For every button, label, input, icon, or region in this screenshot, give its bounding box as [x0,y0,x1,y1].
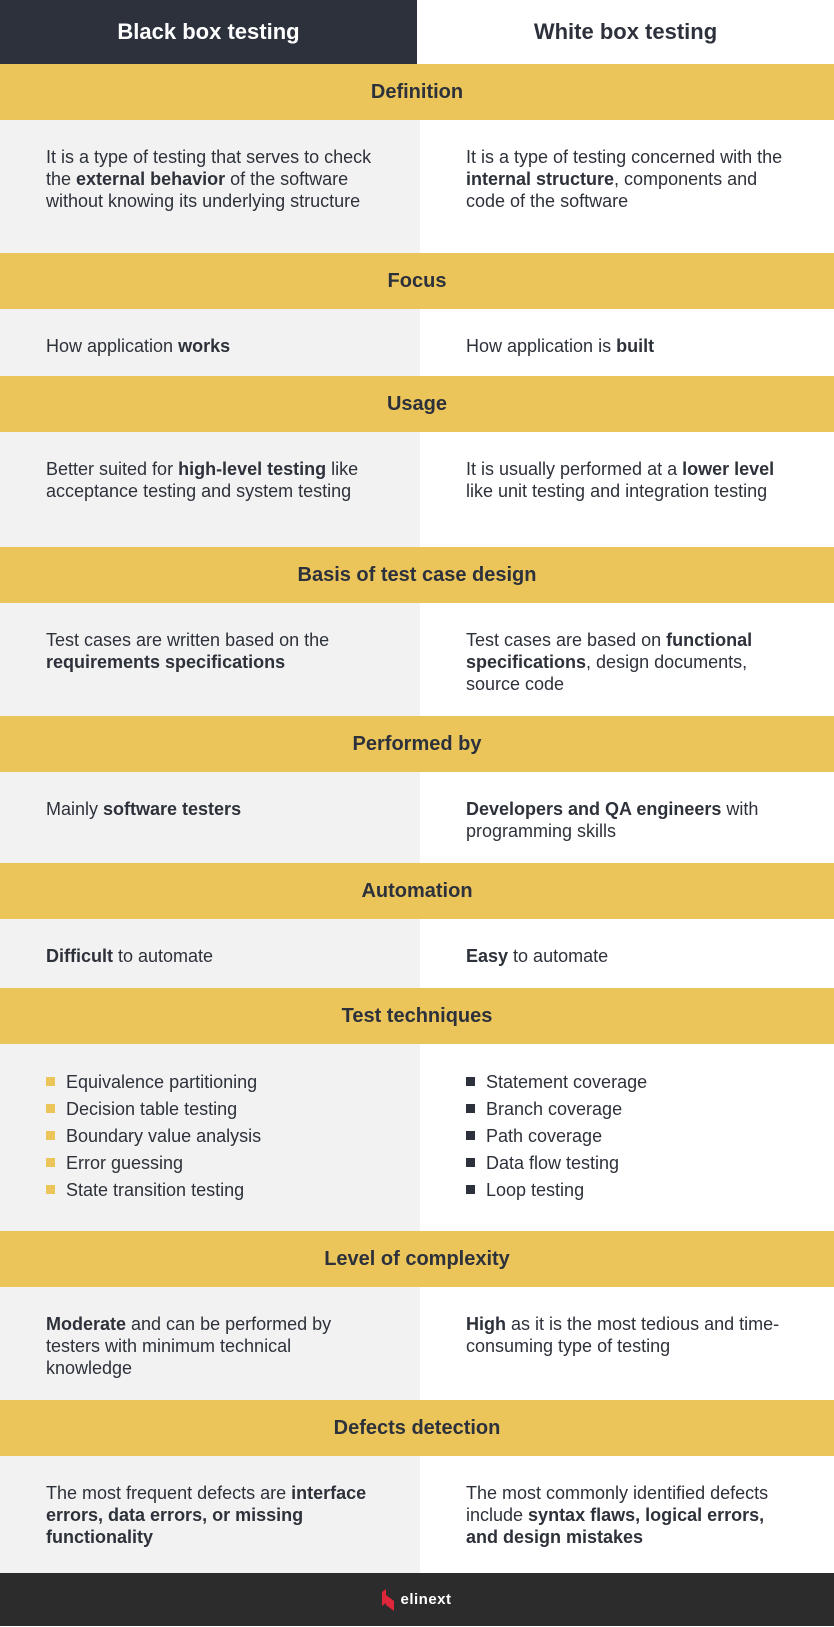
square-bullet-icon [46,1185,55,1194]
row-complexity [0,1287,834,1400]
rich-text [46,1314,331,1378]
text-segment: Test cases are written based on the [46,630,330,650]
list-item: Path coverage [466,1122,794,1149]
bold-text-segment: internal structure [466,169,615,189]
text-segment: Better suited for [46,459,179,479]
list-item: Loop testing [466,1176,794,1203]
cell-white-box-automation [420,919,834,988]
bold-text-segment: syntax flaws, logical errors, and design mistakes [466,1505,765,1547]
cell-white-box-complexity [420,1287,834,1400]
rich-text [466,799,758,841]
list-item: Data flow testing [466,1149,794,1176]
section-title-complexity: Level of complexity [0,1231,834,1287]
text-segment: The most frequent defects are [46,1483,292,1503]
rich-text [46,799,241,819]
bold-text-segment: Easy [466,946,509,966]
square-bullet-icon [46,1158,55,1167]
row-defects [0,1456,834,1573]
list-item: Decision table testing [46,1095,374,1122]
cell-black-box-defects [0,1456,420,1573]
text-segment: like acceptance testing and system testing [46,459,359,501]
bold-text-segment: Developers and QA engineers [466,799,722,819]
section-title-definition: Definition [0,64,834,120]
text-segment: It is usually performed at a [466,459,683,479]
bold-text-segment: functional specifications [466,630,753,672]
header-black-box: Black box testing [0,0,417,64]
row-automation [0,919,834,988]
square-bullet-icon [466,1158,475,1167]
section-title-usage: Usage [0,376,834,432]
row-definition [0,120,834,253]
rich-text [466,336,654,356]
rich-text [46,459,358,501]
header-white-box: White box testing [417,0,834,64]
text-segment: How application is [466,336,617,356]
text-segment: and can be performed by testers with minimum technical knowledge [46,1314,332,1378]
square-bullet-icon [466,1131,475,1140]
bold-text-segment: external behavior [76,169,226,189]
bold-text-segment: built [616,336,655,356]
cell-white-box-techniques [420,1044,834,1231]
row-usage [0,432,834,547]
footer [0,1573,834,1626]
cell-black-box-definition [0,120,420,253]
rich-text [466,1314,779,1356]
cell-black-box-complexity [0,1287,420,1400]
rich-text [466,1483,768,1547]
brand-name: elinext [400,1591,452,1608]
list-item: Branch coverage [466,1095,794,1122]
text-segment: The most commonly identified defects include [466,1483,769,1525]
cell-white-box-defects [420,1456,834,1573]
elinext-logo-icon [382,1589,394,1611]
bold-text-segment: high-level testing [178,459,327,479]
text-segment: How application [46,336,179,356]
cell-white-box-basis [420,603,834,716]
list-item: Equivalence partitioning [46,1068,374,1095]
bold-text-segment: software testers [103,799,242,819]
section-title-test-techniques: Test techniques [0,988,834,1044]
bold-text-segment: requirements specifications [46,652,286,672]
section-title-defects: Defects detection [0,1400,834,1456]
list-item: Statement coverage [466,1068,794,1095]
cell-white-box-definition [420,120,834,253]
bold-text-segment: Difficult [46,946,113,966]
row-performed-by [0,772,834,863]
cell-black-box-basis [0,603,420,716]
square-bullet-icon [466,1077,475,1086]
section-title-focus: Focus [0,253,834,309]
cell-black-box-focus [0,309,420,376]
square-bullet-icon [46,1131,55,1140]
text-segment: It is a type of testing that serves to check the [46,147,372,189]
cell-black-box-techniques [0,1044,420,1231]
text-segment: , components and code of the software [466,169,758,211]
row-test-techniques [0,1044,834,1231]
white-box-techniques-list [466,1068,794,1203]
text-segment: like unit testing and integration testing [466,481,768,501]
section-title-performed-by: Performed by [0,716,834,772]
cell-black-box-performed-by [0,772,420,863]
section-title-automation: Automation [0,863,834,919]
square-bullet-icon [466,1185,475,1194]
section-title-basis: Basis of test case design [0,547,834,603]
bold-text-segment: High [466,1314,506,1334]
list-item: State transition testing [46,1176,374,1203]
bold-text-segment: interface errors, data errors, or missing functionality [46,1483,367,1547]
text-segment: to automate [508,946,609,966]
rich-text [466,946,608,966]
rich-text [466,147,782,211]
row-focus [0,309,834,376]
text-segment: , design documents, source code [466,652,748,694]
text-segment: It is a type of testing concerned with the [466,147,783,167]
cell-white-box-focus [420,309,834,376]
table-header [0,0,834,64]
row-basis [0,603,834,716]
text-segment: with programming skills [466,799,759,841]
text-segment: to automate [113,946,214,966]
rich-text [46,336,230,356]
square-bullet-icon [466,1104,475,1113]
black-box-techniques-list [46,1068,374,1203]
text-segment: Mainly [46,799,104,819]
rich-text [46,1483,366,1547]
cell-white-box-performed-by [420,772,834,863]
cell-black-box-automation [0,919,420,988]
cell-black-box-usage [0,432,420,547]
bold-text-segment: Moderate [46,1314,127,1334]
list-item: Error guessing [46,1149,374,1176]
text-segment: Test cases are based on [466,630,667,650]
rich-text [466,630,752,694]
bold-text-segment: works [178,336,231,356]
text-segment: of the software without knowing its underlying structure [46,169,361,211]
rich-text [46,946,213,966]
square-bullet-icon [46,1077,55,1086]
bold-text-segment: lower level [682,459,775,479]
cell-white-box-usage [420,432,834,547]
square-bullet-icon [46,1104,55,1113]
list-item: Boundary value analysis [46,1122,374,1149]
rich-text [46,630,329,672]
rich-text [466,459,774,501]
text-segment: as it is the most tedious and time-consuming type of testing [466,1314,780,1356]
rich-text [46,147,371,211]
